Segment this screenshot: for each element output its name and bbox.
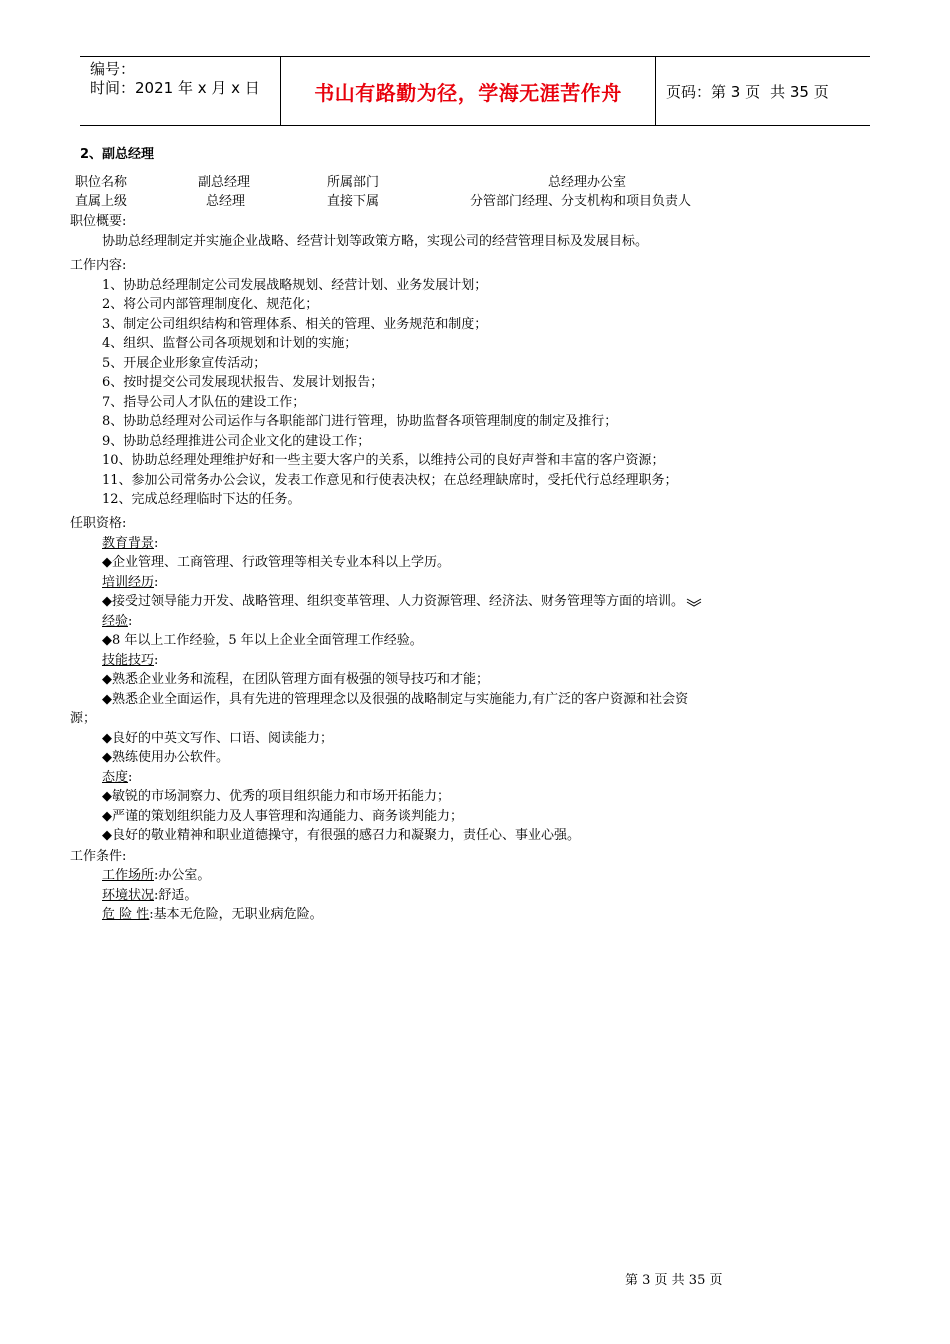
- page-label: 页码：第 3 页: [666, 82, 761, 101]
- info-cell: 职位名称: [75, 175, 128, 190]
- education-label: 教育背景: [102, 536, 155, 551]
- info-cell: 直属上级: [75, 194, 128, 209]
- experience-heading: 经验:: [102, 614, 133, 629]
- skill-item: ◆熟悉企业全面运作，具有先进的管理理念以及很强的战略制定与实施能力,有广泛的客户资源和社会资: [102, 692, 689, 707]
- info-cell: 总经理办公室: [548, 175, 627, 190]
- condition-env: 环境状况:舒适。: [102, 888, 198, 903]
- attitude-heading: 态度:: [102, 770, 133, 785]
- duty-item: 7、指导公司人才队伍的建设工作；: [102, 395, 306, 410]
- condition-danger: 危 险 性:基本无危险，无职业病危险。: [102, 907, 323, 922]
- duty-item: 12、完成总经理临时下达的任务。: [102, 492, 301, 507]
- duty-item: 3、制定公司组织结构和管理体系、相关的管理、业务规范和制度；: [102, 317, 488, 332]
- page-header: [80, 56, 870, 126]
- experience-text: ◆8 年以上工作经验，5 年以上企业全面管理工作经验。: [102, 633, 423, 648]
- header-left: [80, 57, 280, 125]
- duty-item: 11、参加公司常务办公会议，发表工作意见和行使表决权；在总经理缺席时，受托代行总经理职务；: [102, 473, 678, 488]
- training-text: ◆接受过领导能力开发、战略管理、组织变革管理、人力资源管理、经济法、财务管理等方面的培训。: [102, 593, 702, 611]
- attitude-item: ◆严谨的策划组织能力及人事管理和沟通能力、商务谈判能力；: [102, 809, 463, 824]
- skill-item: ◆熟悉企业业务和流程，在团队管理方面有极强的领导技巧和才能；: [102, 672, 489, 687]
- attitude-item: ◆敏锐的市场洞察力、优秀的项目组织能力和市场开拓能力；: [102, 789, 450, 804]
- time-text: 时间：2021 年 x 月 x 日: [90, 79, 260, 97]
- duty-item: 9、协助总经理推进公司企业文化的建设工作；: [102, 434, 371, 449]
- info-cell: 所属部门: [327, 175, 380, 190]
- duty-item: 10、协助总经理处理维护好和一些主要大客户的关系，以维持公司的良好声誉和丰富的客户资源；: [102, 453, 665, 468]
- duty-item: 6、按时提交公司发展现状报告、发展计划报告；: [102, 375, 384, 390]
- skills-label: 技能技巧: [102, 653, 155, 668]
- duties-label: 工作内容:: [70, 258, 127, 273]
- total-label: 共 35 页: [770, 82, 829, 101]
- conditions-label: 工作条件:: [70, 849, 127, 864]
- skill-item: 源；: [70, 711, 97, 726]
- header-motto: 书山有路勤为径，学海无涯苦作舟: [280, 57, 656, 125]
- header-page: [656, 57, 870, 125]
- info-cell: 直接下属: [327, 194, 380, 209]
- info-cell: 副总经理: [198, 175, 251, 190]
- info-cell: 分管部门经理、分支机构和项目负责人: [470, 194, 692, 209]
- education-text: ◆企业管理、工商管理、行政管理等相关专业本科以上学历。: [102, 555, 450, 570]
- chevron-down-icon: [684, 594, 702, 609]
- attitude-label: 态度: [102, 770, 129, 785]
- training-label: 培训经历: [102, 575, 155, 590]
- skill-item: ◆良好的中英文写作、口语、阅读能力；: [102, 731, 333, 746]
- skill-item: ◆熟练使用办公软件。: [102, 750, 229, 765]
- duty-item: 2、将公司内部管理制度化、规范化；: [102, 297, 319, 312]
- duty-item: 5、开展企业形象宣传活动；: [102, 356, 267, 371]
- code-label: 编号：: [90, 60, 136, 78]
- section-title: 2、副总经理: [80, 147, 155, 162]
- duty-item: 4、组织、监督公司各项规划和计划的实施；: [102, 336, 358, 351]
- page-footer: 第 3 页 共 35 页: [625, 1273, 723, 1288]
- duty-item: 8、协助总经理对公司运作与各职能部门进行管理，协助监督各项管理制度的制定及推行；: [102, 414, 618, 429]
- overview-text: 协助总经理制定并实施企业战略、经营计划等政策方略，实现公司的经营管理目标及发展目标。: [102, 234, 649, 249]
- qualifications-label: 任职资格:: [70, 516, 127, 531]
- education-heading: 教育背景:: [102, 536, 159, 551]
- experience-label: 经验: [102, 614, 129, 629]
- training-heading: 培训经历:: [102, 575, 159, 590]
- skills-heading: 技能技巧:: [102, 653, 159, 668]
- duty-item: 1、协助总经理制定公司发展战略规划、经营计划、业务发展计划；: [102, 278, 488, 293]
- attitude-item: ◆良好的敬业精神和职业道德操守，有很强的感召力和凝聚力，责任心、事业心强。: [102, 828, 580, 843]
- info-cell: 总经理: [206, 194, 246, 209]
- condition-place: 工作场所:办公室。: [102, 868, 211, 883]
- overview-label: 职位概要:: [70, 214, 127, 229]
